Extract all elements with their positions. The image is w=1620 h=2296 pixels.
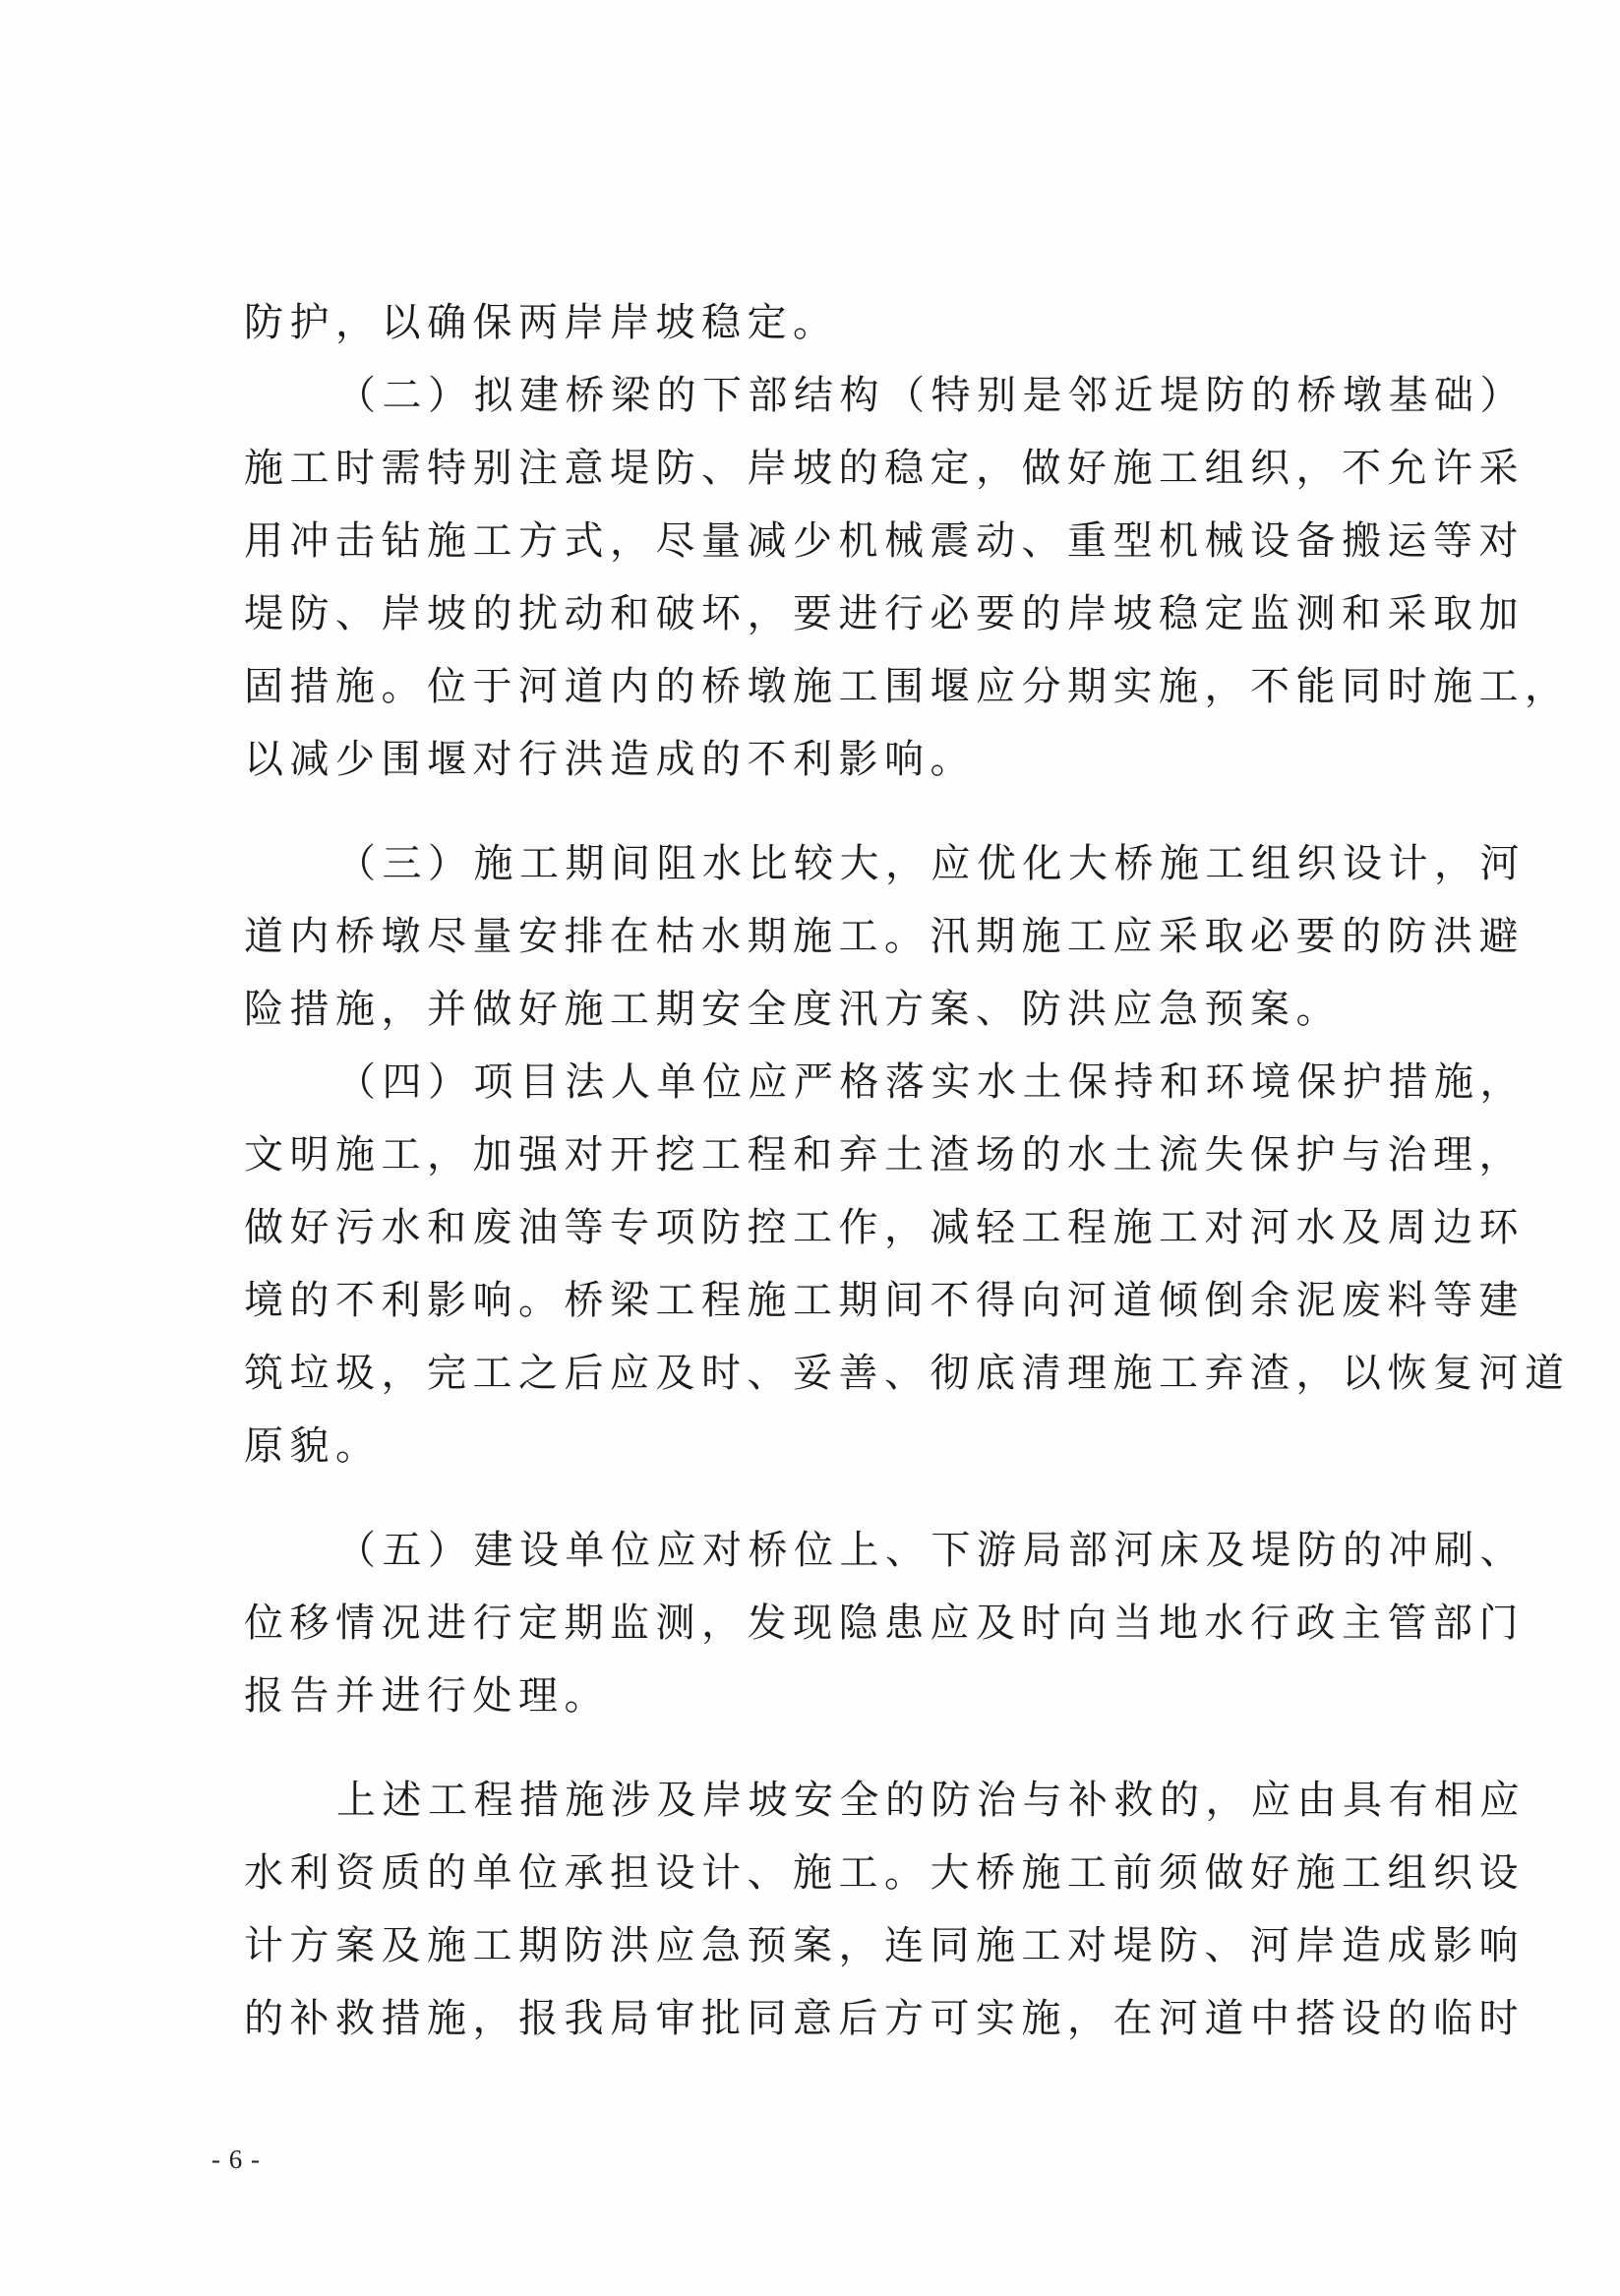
paragraph-line: 的补救措施，报我局审批同意后方可实施，在河道中搭设的临时: [244, 1996, 1525, 2041]
paragraph-line: 筑垃圾，完工之后应及时、妥善、彻底清理施工弃渣，以恢复河道: [244, 1351, 1571, 1396]
paragraph-line: 固措施。位于河道内的桥墩施工围堰应分期实施，不能同时施工，: [244, 664, 1571, 709]
paragraph-summary-first-line: 上述工程措施涉及岸坡安全的防治与补救的，应由具有相应: [336, 1778, 1526, 1823]
paragraph-line: 水利资质的单位承担设计、施工。大桥施工前须做好施工组织设: [244, 1850, 1525, 1896]
paragraph-line: 位移情况进行定期监测，发现隐患应及时向当地水行政主管部门: [244, 1601, 1525, 1646]
paragraph-line: 原貌。: [244, 1423, 382, 1469]
paragraph-line: 施工时需特别注意堤防、岸坡的稳定，做好施工组织，不允许采: [244, 446, 1525, 491]
page-number: - 6 -: [211, 2145, 261, 2174]
paragraph-3-heading-line: （三）施工期间阻水比较大，应优化大桥施工组织设计，河: [336, 841, 1526, 886]
paragraph-line: 报告并进行处理。: [244, 1673, 610, 1719]
paragraph-line: 境的不利影响。桥梁工程施工期间不得向河道倾倒余泥废料等建: [244, 1278, 1525, 1323]
paragraph-line: 以减少围堰对行洪造成的不利影响。: [244, 737, 976, 782]
paragraph-line: 险措施，并做好施工期安全度汛方案、防洪应急预案。: [244, 987, 1342, 1032]
paragraph-line: 堤防、岸坡的扰动和破坏，要进行必要的岸坡稳定监测和采取加: [244, 591, 1525, 636]
paragraph-5-heading-line: （五）建设单位应对桥位上、下游局部河床及堤防的冲刷、: [336, 1528, 1526, 1573]
paragraph-line: 文明施工，加强对开挖工程和弃土渣场的水土流失保护与治理，: [244, 1132, 1525, 1178]
paragraph-line: 道内桥墩尽量安排在枯水期施工。汛期施工应采取必要的防洪避: [244, 914, 1525, 959]
paragraph-2-heading-line: （二）拟建桥梁的下部结构（特别是邻近堤防的桥墩基础）: [336, 373, 1526, 418]
paragraph-line: 用冲击钻施工方式，尽量减少机械震动、重型机械设备搬运等对: [244, 518, 1525, 564]
paragraph-4-heading-line: （四）项目法人单位应严格落实水土保持和环境保护措施，: [336, 1059, 1526, 1105]
paragraph-line: 计方案及施工期防洪应急预案，连同施工对堤防、河岸造成影响: [244, 1923, 1525, 1968]
paragraph-line: 做好污水和废油等专项防控工作，减轻工程施工对河水及周边环: [244, 1205, 1525, 1250]
paragraph-line: 防护，以确保两岸岸坡稳定。: [244, 300, 839, 345]
